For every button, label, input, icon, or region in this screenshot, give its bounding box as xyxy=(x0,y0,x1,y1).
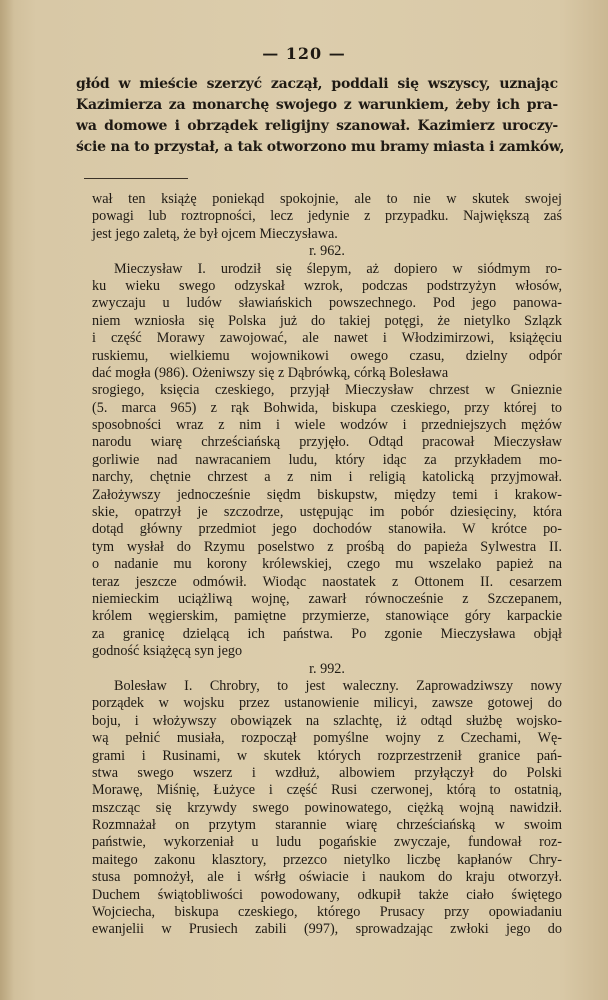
footnote-line: narodu wiarę chrześciańską przyjęło. Odtąd pracował Mieczysław xyxy=(92,434,562,451)
main-text-line: Kazimierza za monarchę swojego z warunkiem, żeby ich pra- xyxy=(76,97,558,113)
footnote-line: wą pełnić musiała, rozpoczął pomyślne wojny z Czechami, Wę- xyxy=(92,730,562,747)
footnote-line: państwie, wykorzeniał u ludu pogańskie zwyczaje, fundował roz- xyxy=(92,834,562,851)
footnote-line: dać mogła (986). Ożeniwszy się z Dąbrówką, córką Bolesława xyxy=(92,364,449,381)
main-text-line: ście na to przystał, a tak otworzono mu bramy miasta i zamków, xyxy=(76,139,565,155)
footnote-line: teraz jeszcze odmówił. Wiodąc naostatek z Ottonem II. cesarzem xyxy=(92,573,562,590)
footnote-line: i część Morawy zawojować, ale nawet i Włodzimirzowi, książęciu xyxy=(92,330,562,347)
footnote-line: o nadanie mu korony królewskiej, czego mu wszelako papież na xyxy=(92,556,562,573)
footnote-text-block xyxy=(92,191,562,939)
footnote-line: za granicę dzielącą ich państwa. Po zgonie Mieczysława objął xyxy=(92,625,562,642)
footnote-line: stwa swego wszerz i wzdłuż, albowiem przyłączył do Polski xyxy=(92,764,562,781)
footnote-line: niem wzniosła się Polska już do takiej potęgi, że nietylko Szlązk xyxy=(92,312,562,329)
footnote-line: Założywszy jednocześnie siędm biskupstw, między temi i krakow- xyxy=(92,486,562,503)
footnote-line: grami i Rusinami, w skutek których rozprzestrzenił granice pań- xyxy=(92,747,562,764)
footnote-line: boju, i włożywszy obowiązek na szlachtę, iż odtąd służbę wojsko- xyxy=(92,712,562,729)
footnote-line: ruskiemu, wielkiemu wojownikowi owego czasu, dzielny odpór xyxy=(92,347,562,364)
footnote-line: skie, opatrzył je szczodrze, ustępując im pobór dziesięciny, która xyxy=(92,504,562,521)
footnote-line: dotąd główny przedmiot jego dochodów stanowiła. W krótce po- xyxy=(92,521,562,538)
main-text-line: głód w mieście szerzyć zaczął, poddali się wszyscy, uznając xyxy=(76,76,558,92)
footnote-line: porządek w wojsku przez ustanowienie milicyi, zawsze gotowej do xyxy=(92,695,562,712)
footnote-line: srogiego, księcia czeskiego, przyjął Mieczysław chrzest w Gnieznie xyxy=(92,382,562,399)
footnote-line: ewanjelii w Prusiech zabili (997), sprowadzając zwłoki jego do xyxy=(92,921,562,938)
footnote-line: Rozmnażał on przytym starannie wiarę chrześciańską w swoim xyxy=(92,817,562,834)
footnote-line: Mieczysław I. urodził się ślepym, aż dopiero w siódmym ro- xyxy=(114,260,562,277)
footnote-line: niemieckim uciążliwą wojnę, zawarł równocześnie z Szczepanem, xyxy=(92,590,562,607)
footnote-line: godność książęcą syn jego xyxy=(92,643,243,660)
footnote-line: zwyczaju u ludów sławiańskich powszechnego. Pod jego panowa- xyxy=(92,295,562,312)
footnote-line: Wojciecha, biskupa czeskiego, którego Prusacy przy opowiadaniu xyxy=(92,904,562,921)
footnote-line: sposobności wraz z nim i wiele wodzów i przedniejszych mężów xyxy=(92,417,562,434)
year-heading: r. 992. xyxy=(309,660,345,677)
footnote-line: Bolesław I. Chrobry, to jest waleczny. Zaprowadziwszy nowy xyxy=(114,677,562,694)
main-text-line: wa domowe i obrządek religijny szanował. Kazimierz uroczy- xyxy=(76,118,558,134)
footnote-line: maitego zakonu klasztory, przezco nietylko liczbę kapłanów Chry- xyxy=(92,851,562,868)
year-heading: r. 962. xyxy=(309,243,345,260)
page-gutter-shadow xyxy=(0,0,14,1000)
footnote-line: stusa pomnożył, ale i wśrłg oświacie i naukom do kraju otworzył. xyxy=(92,869,562,886)
footnote-line: (5. marca 965) z rąk Bohwida, biskupa czeskiego, przy której to xyxy=(92,399,562,416)
footnote-line: Duchem świątobliwości powodowany, odkupił także ciało świętego xyxy=(92,886,562,903)
footnote-line: ku wieku swego odzyskał wzrok, podczas podstrzyżyn włosów, xyxy=(92,277,562,294)
footnote-line: mszcząc się krzywdy swego powinowatego, ciężką wojną nawidził. xyxy=(92,799,562,816)
footnote-line: powagi lub roztropności, lecz jedynie z przypadku. Największą zaś xyxy=(92,208,562,225)
page-number: — 120 — xyxy=(262,44,346,63)
footnote-line: gorliwie nad nawracaniem ludu, który idąc za przykładem mo- xyxy=(92,451,562,468)
footnote-line: jest jego zaletą, że był ojcem Mieczysława. xyxy=(92,225,338,242)
footnote-line: królem węgierskim, pamiętne przymierze, stanowiące góry karpackie xyxy=(92,608,562,625)
main-text-block xyxy=(76,74,565,158)
footnote-separator-rule xyxy=(84,178,188,179)
footnote-line: Morawę, Miśnię, Łużyce i część Rusi czerwonej, którą to ostatnią, xyxy=(92,782,562,799)
footnote-line: tym wysłał do Rzymu poselstwo z prośbą do papieża Sylwestra II. xyxy=(92,538,562,555)
footnote-line: wał ten książę poniekąd spokojnie, ale to nie w skutek swojej xyxy=(92,191,562,207)
footnote-line: narchy, chętnie chrzest a z nim i religią katolicką przyjmował. xyxy=(92,469,562,486)
